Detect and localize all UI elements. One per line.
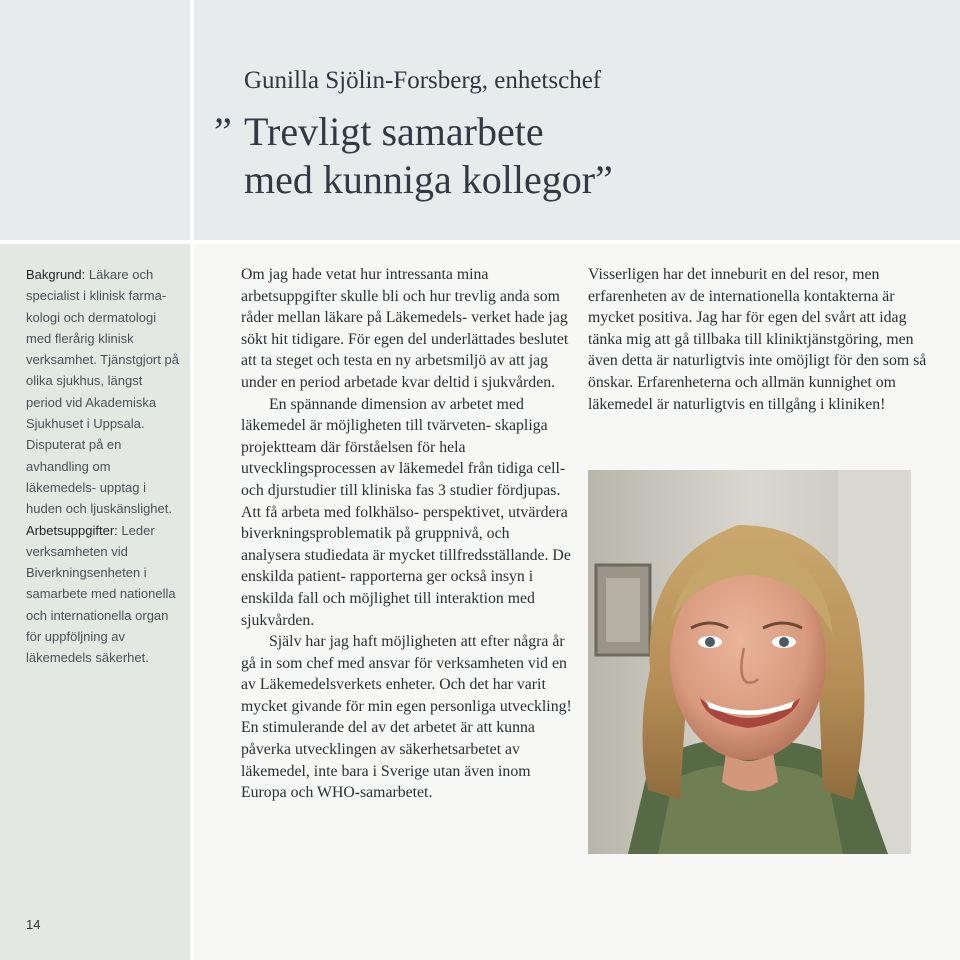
body-paragraph: Själv har jag haft möjligheten att efter några år gå in som chef med ansvar för verksamheten vid en av Läkemedelsverkets enheter. Och det har varit mycket givande för min egen personliga utveckling! En stimulerande del av det arbetet är att kunna påverka utvecklingen av säkerhetsarbetet av läkemedel, inte bara i Sverige utan även inom Europa och WHO-samarbetet. [241, 633, 572, 802]
sidebar-facts [26, 264, 182, 669]
quote-mark: ” [214, 109, 232, 154]
duties-section [26, 520, 182, 669]
title-line-2: med kunniga kollegor” [244, 157, 613, 202]
background-text: Läkare och specialist i klinisk farma- kologi och dermatologi med flerårig klinisk verksamhet. Tjänstgjort på olika sjukhus, längst period vid Akademiska Sjukhuset i Uppsala. Disputerat på en avhandling om läkemedels- upptag i huden och ljuskänslighet. [26, 267, 179, 517]
body-paragraph: Om jag hade vetat hur intressanta mina arbetsuppgifter skulle bli och hur trevlig anda som råder mellan läkare på Läkemedels- verket hade jag sökt hit tidigare. För egen del underlättades beslutet att ta steget och testa en ny arbetsmiljö av att jag under en period arbetade kvar deltid i sjukvården. [241, 266, 569, 391]
header-left-panel [0, 0, 190, 240]
body-column-right [588, 264, 928, 415]
article-header [214, 64, 914, 204]
body-column-middle [241, 264, 573, 804]
body-paragraph: En spännande dimension av arbetet med läkemedel är möjligheten till tvärveten- skapliga projektteam där förståelsen för hela utvecklingsprocessen av läkemedel från tidiga cell- och djurstudier till kliniska fas 3 studier fördjupas. Att få arbeta med folkhälso- perspektivet, utvärdera biverkningsproblematik på gruppnivå, och analysera studiedata är mycket tillfredsställande. De enskilda patient- rapporterna ger också insyn i enskilda fall och möjlighet till interaktion med sjukvården. [241, 395, 571, 629]
title-line-1: Trevligt samarbete [244, 109, 544, 154]
portrait-illustration [588, 470, 911, 854]
background-label: Bakgrund: [26, 267, 86, 282]
portrait-photo [588, 470, 911, 854]
article-title [214, 108, 914, 204]
body-paragraph: Visserligen har det inneburit en del resor, men erfarenheten av de internationella kontakterna är mycket positiva. Jag har för egen del svårt att idag tänka mig att gå tillbaka till kliniktjänstgöring, men även detta är naturligtvis inte omöjligt för den som så önskar. Erfarenheterna och allmän kunnighet om läkemedel är naturligtvis en tillgång i kliniken! [588, 266, 927, 413]
duties-text: Leder verksamheten vid Biverkningsenheten i samarbete med nationella och internationella organ för uppföljning av läkemedels säkerhet. [26, 522, 176, 666]
page-number: 14 [26, 917, 41, 932]
author-name: Gunilla Sjölin-Forsberg, enhetschef [244, 67, 602, 94]
duties-label: Arbetsuppgifter: [26, 522, 118, 538]
background-section [26, 264, 182, 520]
